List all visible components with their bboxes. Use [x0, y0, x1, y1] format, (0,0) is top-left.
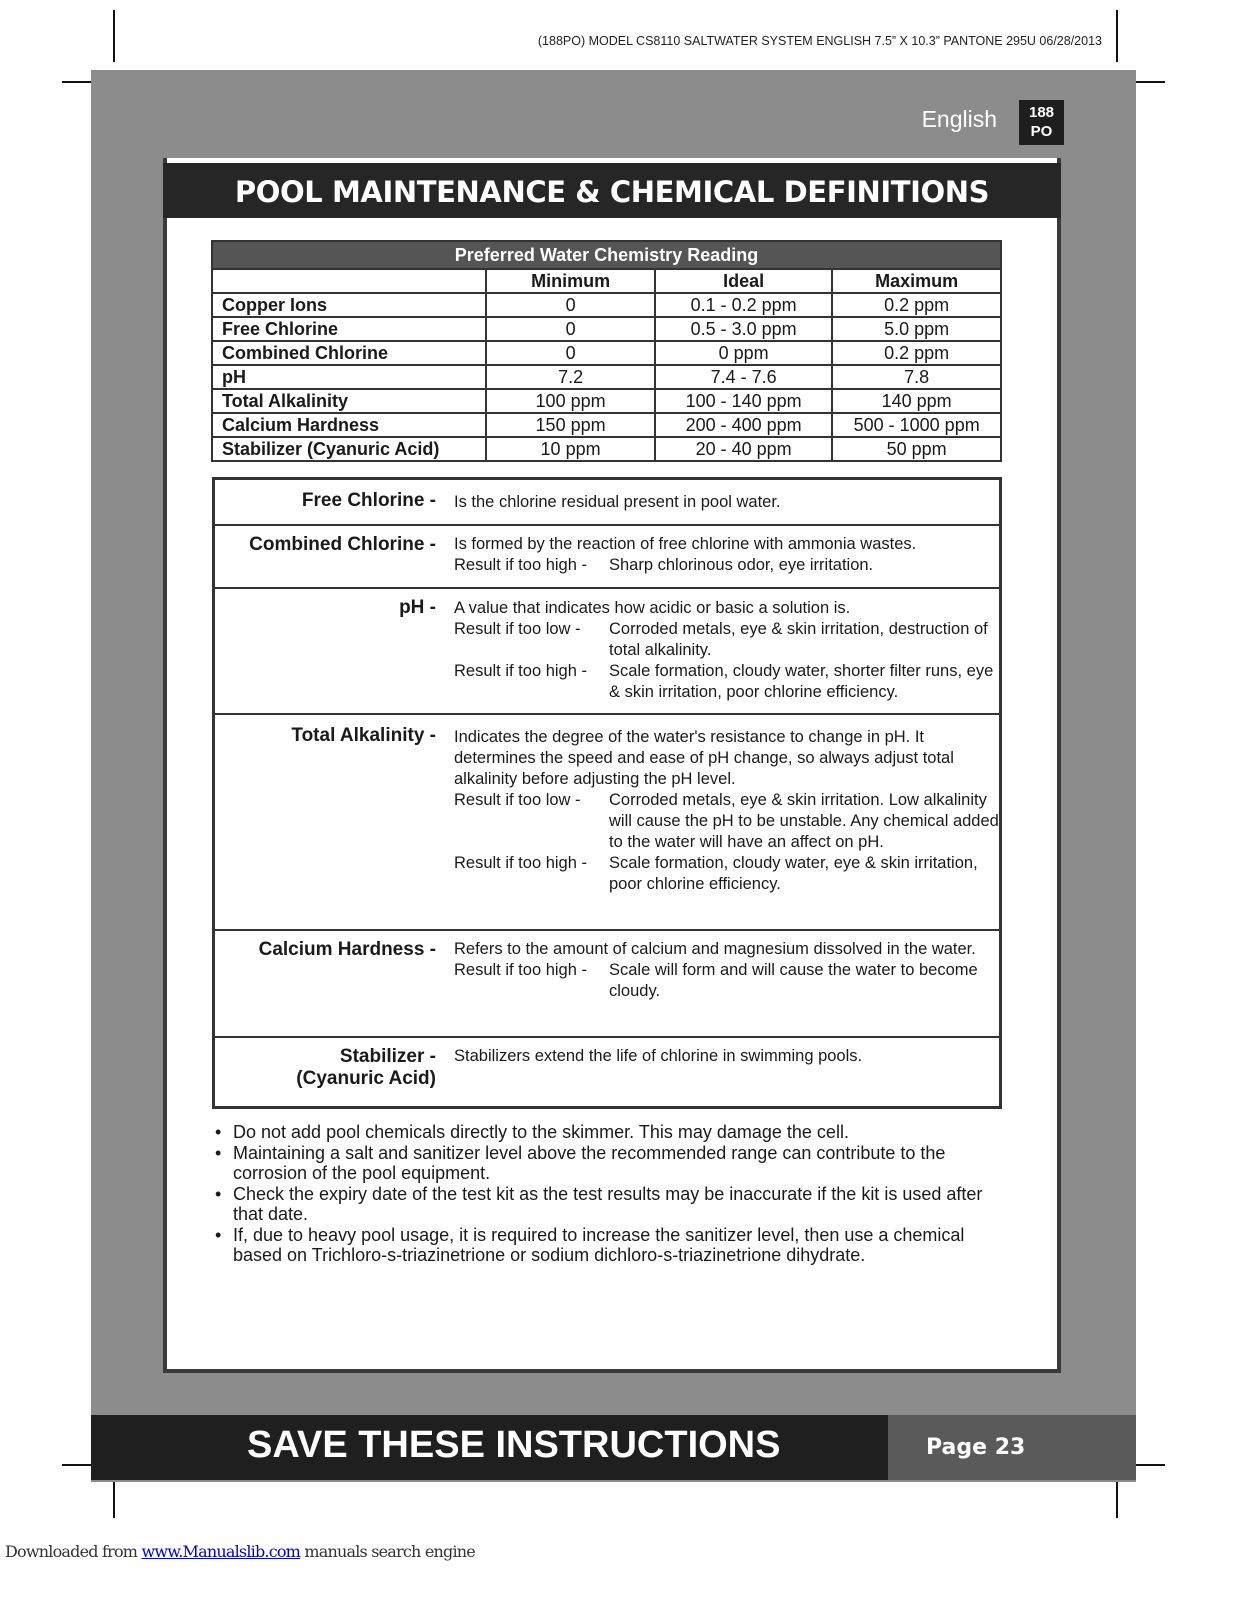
maximum-cell: 5.0 ppm	[832, 317, 1001, 341]
parameter-cell: Total Alkalinity	[212, 389, 486, 413]
maximum-cell: 7.8	[832, 365, 1001, 389]
table-row	[212, 389, 1001, 413]
table-row	[212, 317, 1001, 341]
result-text: Corroded metals, eye & skin irritation, destruction of total alkalinity.	[609, 620, 988, 659]
crop-mark	[113, 1482, 115, 1518]
maximum-cell: 50 ppm	[832, 437, 1001, 461]
term-label: pH -	[399, 597, 436, 618]
definition-description: Refers to the amount of calcium and magnesium dissolved in the water.	[454, 940, 976, 958]
definition-row	[215, 587, 999, 715]
ideal-cell: 200 - 400 ppm	[655, 413, 832, 437]
list-item: • If, due to heavy pool usage, it is required to increase the sanitizer level, then use a chemical based on Trichloro-s-triazinetrione or sodium dichloro-s-triazinetrione dihydrate.	[215, 1225, 1015, 1266]
result-line	[454, 661, 999, 703]
minimum-cell: 100 ppm	[486, 389, 655, 413]
parameter-cell: Combined Chlorine	[212, 341, 486, 365]
badge-line-2: PO	[1030, 123, 1053, 140]
result-line	[454, 555, 999, 576]
result-line	[454, 853, 999, 895]
definition-description: Indicates the degree of the water's resistance to change in pH. It determines the speed and ease of pH change, so always adjust total alkalinity before adjusting the pH level.	[454, 728, 954, 788]
crop-mark	[1116, 1482, 1118, 1518]
save-instructions-banner: SAVE THESE INSTRUCTIONS	[91, 1415, 888, 1480]
definition-term	[399, 597, 436, 619]
definition-row	[215, 929, 999, 1038]
minimum-cell: 150 ppm	[486, 413, 655, 437]
list-item: • Check the expiry date of the test kit as the test results may be inaccurate if the kit is used after that date.	[215, 1184, 1015, 1225]
result-text: Scale will form and will cause the water to become cloudy.	[609, 961, 978, 1000]
model-badge	[1019, 100, 1064, 145]
definition-description: Is formed by the reaction of free chlorine with ammonia wastes.	[454, 535, 917, 553]
table-row	[212, 365, 1001, 389]
download-suffix: manuals search engine	[300, 1542, 475, 1561]
term-label: Free Chlorine -	[301, 490, 436, 511]
page-title: POOL MAINTENANCE & CHEMICAL DEFINITIONS	[163, 163, 1061, 218]
crop-mark	[1135, 1464, 1165, 1466]
minimum-cell: 0	[486, 317, 655, 341]
definition-text	[454, 534, 999, 576]
column-header	[212, 269, 486, 293]
page-number: Page 23	[888, 1415, 1136, 1480]
notes-list	[215, 1122, 1015, 1266]
crop-mark	[1116, 10, 1118, 62]
maximum-cell: 500 - 1000 ppm	[832, 413, 1001, 437]
ideal-cell: 0.1 - 0.2 ppm	[655, 293, 832, 317]
result-label: Result if too low -	[454, 791, 581, 809]
definition-row	[215, 480, 999, 526]
ideal-cell: 20 - 40 ppm	[655, 437, 832, 461]
parameter-cell: Free Chlorine	[212, 317, 486, 341]
maximum-cell: 0.2 ppm	[832, 293, 1001, 317]
result-line	[454, 619, 999, 661]
ideal-cell: 7.4 - 7.6	[655, 365, 832, 389]
result-line	[454, 960, 999, 1002]
table-row	[212, 341, 1001, 365]
table-caption: Preferred Water Chemistry Reading	[212, 241, 1001, 269]
definitions-box	[212, 477, 1002, 1109]
parameter-cell: Copper Ions	[212, 293, 486, 317]
definition-row	[215, 524, 999, 589]
print-header: (188PO) MODEL CS8110 SALTWATER SYSTEM ENGLISH 7.5” X 10.3” PANTONE 295U 06/28/2013	[537, 34, 1102, 48]
crop-mark	[62, 1464, 92, 1466]
term-label: Calcium Hardness -	[258, 939, 436, 960]
ideal-cell: 0.5 - 3.0 ppm	[655, 317, 832, 341]
result-label: Result if too high -	[454, 662, 587, 680]
ideal-cell: 100 - 140 ppm	[655, 389, 832, 413]
result-text: Corroded metals, eye & skin irritation. Low alkalinity will cause the pH to be unstable. Any chemical added to the water will have an affect on pH.	[609, 791, 999, 851]
manualslib-link[interactable]: www.Manualslib.com	[141, 1542, 301, 1561]
definition-description: Is the chlorine residual present in pool water.	[454, 493, 781, 511]
table-row	[212, 437, 1001, 461]
definition-text	[454, 939, 999, 1002]
minimum-cell: 10 ppm	[486, 437, 655, 461]
definition-text	[454, 492, 999, 513]
definition-description: A value that indicates how acidic or basic a solution is.	[454, 599, 851, 617]
ideal-cell: 0 ppm	[655, 341, 832, 365]
maximum-cell: 140 ppm	[832, 389, 1001, 413]
result-label: Result if too high -	[454, 961, 587, 979]
definition-text	[454, 1046, 999, 1067]
crop-mark	[113, 10, 115, 62]
parameter-cell: Calcium Hardness	[212, 413, 486, 437]
parameter-cell: pH	[212, 365, 486, 389]
table-row	[212, 413, 1001, 437]
column-header: Ideal	[655, 269, 832, 293]
table-row	[212, 293, 1001, 317]
crop-mark	[62, 81, 92, 83]
definition-row	[215, 713, 999, 931]
term-sublabel: (Cyanuric Acid)	[296, 1068, 436, 1089]
definition-term	[296, 1046, 436, 1090]
definition-term	[302, 490, 436, 512]
badge-line-1: 188	[1028, 104, 1055, 121]
result-text: Scale formation, cloudy water, shorter filter runs, eye & skin irritation, poor chlorine efficiency.	[609, 662, 994, 701]
download-notice	[5, 1542, 475, 1561]
column-header: Maximum	[832, 269, 1001, 293]
language-label: English	[921, 106, 997, 132]
term-label: Total Alkalinity -	[291, 725, 436, 746]
result-label: Result if too high -	[454, 854, 587, 872]
result-text: Sharp chlorinous odor, eye irritation.	[609, 556, 874, 574]
term-label: Combined Chlorine -	[249, 534, 436, 555]
minimum-cell: 0	[486, 293, 655, 317]
definition-term	[291, 725, 436, 747]
minimum-cell: 0	[486, 341, 655, 365]
result-text: Scale formation, cloudy water, eye & skin irritation, poor chlorine efficiency.	[609, 854, 978, 893]
definition-description: Stabilizers extend the life of chlorine in swimming pools.	[454, 1047, 863, 1065]
download-prefix: Downloaded from	[5, 1542, 142, 1561]
minimum-cell: 7.2	[486, 365, 655, 389]
list-item: • Maintaining a salt and sanitizer level above the recommended range can contribute to the corrosion of the pool equipment.	[215, 1143, 1015, 1184]
column-header: Minimum	[486, 269, 655, 293]
parameter-cell: Stabilizer (Cyanuric Acid)	[212, 437, 486, 461]
term-label: Stabilizer -	[339, 1046, 436, 1067]
maximum-cell: 0.2 ppm	[832, 341, 1001, 365]
result-label: Result if too high -	[454, 556, 587, 574]
definition-text	[454, 727, 999, 895]
definition-term	[259, 939, 436, 961]
definition-term	[249, 534, 436, 556]
definition-text	[454, 598, 999, 703]
definition-row	[215, 1036, 999, 1106]
list-item: • Do not add pool chemicals directly to the skimmer. This may damage the cell.	[215, 1122, 1015, 1143]
water-chemistry-table	[211, 240, 1002, 462]
result-label: Result if too low -	[454, 620, 581, 638]
crop-mark	[1135, 81, 1165, 83]
result-line	[454, 790, 999, 853]
